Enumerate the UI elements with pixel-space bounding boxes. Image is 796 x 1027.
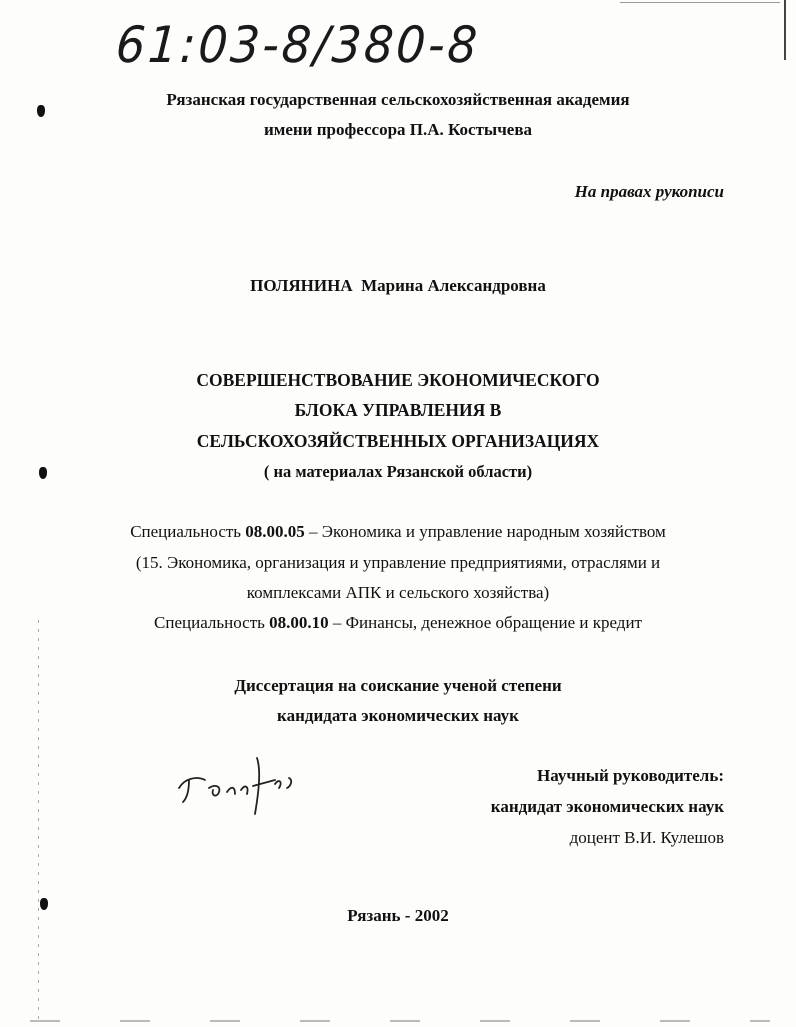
signature-image <box>175 750 305 820</box>
signature-drawing <box>175 750 305 820</box>
specialty-1-detail-2: комплексами АПК и сельского хозяйства) <box>246 583 550 602</box>
rights-note: На правах рукописи <box>574 182 724 201</box>
author-given-names: Марина Александровна <box>361 276 546 295</box>
author-surname: ПОЛЯНИНА <box>250 276 353 295</box>
place-year: Рязань - 2002 <box>347 906 449 925</box>
signature-stroke <box>179 758 291 814</box>
supervisor-label: Научный руководитель: <box>537 766 724 785</box>
author-name <box>0 276 796 296</box>
degree-line-1: Диссертация на соискание ученой степени <box>234 676 562 695</box>
scan-edge-right <box>784 0 786 60</box>
specialty-1-detail-1: (15. Экономика, организация и управление предприятиями, отраслями и <box>135 553 661 572</box>
archive-number-text: 61:03-8/380-8 <box>114 16 482 74</box>
handwritten-archive-number <box>114 14 508 84</box>
specialty-2 <box>0 613 796 633</box>
specialty-1-suffix: – Экономика и управление народным хозяйством <box>304 522 666 541</box>
title-line-3: СЕЛЬСКОХОЗЯЙСТВЕННЫХ ОРГАНИЗАЦИЯХ <box>196 431 600 451</box>
specialty-1-code: 08.00.05 <box>245 522 305 541</box>
title-subtitle: ( на материалах Рязанской области) <box>263 462 533 481</box>
scan-edge-bottom <box>30 1020 770 1022</box>
supervisor-degree: кандидат экономических наук <box>490 797 724 816</box>
institution-line-2: имени профессора П.А. Костычева <box>263 120 533 139</box>
specialty-2-code: 08.00.10 <box>269 613 329 632</box>
scan-edge-top <box>620 2 780 3</box>
specialty-2-suffix: – Финансы, денежное обращение и кредит <box>328 613 642 632</box>
institution-line-1: Рязанская государственная сельскохозяйственная академия <box>166 90 630 109</box>
title-line-2: БЛОКА УПРАВЛЕНИЯ В <box>294 400 502 420</box>
title-line-1: СОВЕРШЕНСТВОВАНИЕ ЭКОНОМИЧЕСКОГО <box>196 370 600 390</box>
degree-line-2: кандидата экономических наук <box>277 706 519 725</box>
specialty-2-prefix: Специальность <box>154 613 270 632</box>
supervisor-name: доцент В.И. Кулешов <box>569 828 724 847</box>
specialty-1 <box>0 522 796 542</box>
specialty-1-prefix: Специальность <box>130 522 246 541</box>
